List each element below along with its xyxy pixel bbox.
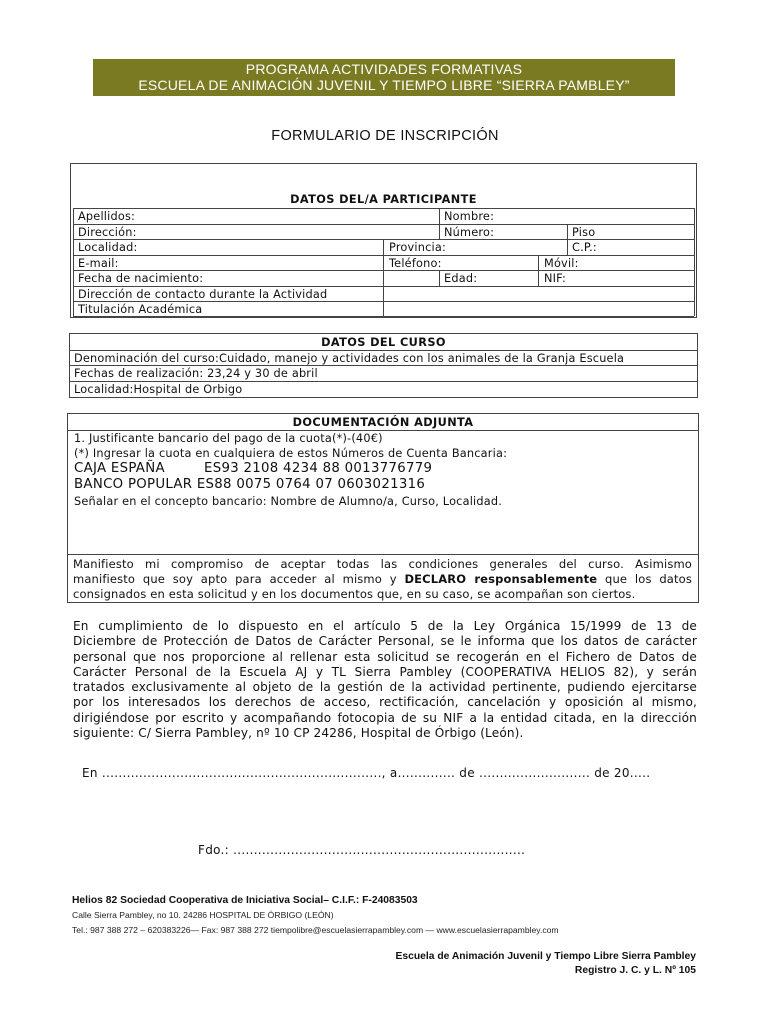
bank-1-name: CAJA ESPAÑA [74,461,165,476]
bank-1-iban: ES93 2108 4234 88 0013776779 [204,461,433,476]
footer-school: Escuela de Animación Juvenil y Tiempo Libre Sierra Pambley [395,951,696,962]
footer-contact: Tel.: 987 388 272 – 620383226— Fax: 987 388 272 tiempolibre@escuelasierrapambley.com — www.escuelasierrapambley.com [72,925,559,935]
legal-line: Diciembre de Protección de Datos de Carácter Personal, se le informa que los datos de carácter [73,634,697,649]
legal-line: En cumplimiento de lo dispuesto en el artículo 5 de la Ley Orgánica 15/1999 de 13 de [73,619,697,633]
signature-line[interactable]: Fdo.: ....................................................................... [198,843,526,857]
field-contacto[interactable]: Dirección de contacto durante la Actividad [78,288,328,301]
course-fechas: Fechas de realización: 23,24 y 30 de abril [74,367,318,380]
manifiesto [73,557,692,603]
field-piso[interactable]: Piso [572,226,596,239]
documents-title: DOCUMENTACIÓN ADJUNTA [292,416,474,429]
legal-line: por los interesados los derechos de acceso, rectificación, cancelación y oposición al mismo, [73,695,697,710]
course-title: DATOS DEL CURSO [321,336,446,349]
field-numero[interactable]: Número: [444,226,495,239]
field-nif[interactable]: NIF: [544,272,567,285]
field-nacimiento[interactable]: Fecha de nacimiento: [78,272,204,285]
field-localidad[interactable]: Localidad: [78,241,138,254]
footer-address: Calle Sierra Pambley, no 10. 24286 HOSPITAL DE ÓRBIGO (LEÓN) [72,910,334,920]
course-denominacion: Denominación del curso:Cuidado, manejo y actividades con los animales de la Granja Escuela [74,352,625,365]
docs-item-1: 1. Justificante bancario del pago de la cuota(*)-(40€) [74,432,383,445]
legal-line: siguiente: C/ Sierra Pambley, nº 10 CP 24286, Hospital de Órbigo (León). [73,726,524,741]
field-telefono[interactable]: Teléfono: [389,257,442,270]
field-titulacion[interactable]: Titulación Académica [78,303,203,316]
date-line[interactable]: En ...................................................................., a.............. de ........................... de 20..... [82,766,651,780]
legal-line: personal que nos proporcione al rellenar esta solicitud se recogerán en el Fichero de Datos de [73,649,697,664]
header-line-1: PROGRAMA ACTIVIDADES FORMATIVAS [245,61,523,77]
footer-registry: Registro J. C. y L. Nº 105 [574,965,696,976]
legal-line: dirigiéndose por escrito y acompañando fotocopia de su NIF a la entidad citada, en la dirección [73,710,697,725]
participant-title: DATOS DEL/A PARTICIPANTE [290,193,477,206]
legal-line: tratados exclusivamente al objeto de la gestión de la actividad pertinente, pudiendo ejercitarse [73,680,697,695]
docs-concepto: Señalar en el concepto bancario: Nombre de Alumno/a, Curso, Localidad. [74,495,503,508]
bank-2: BANCO POPULAR ES88 0075 0764 07 0603021316 [74,477,426,492]
manifiesto-line-2: manifiesto que soy apto para acceder al mismo y DECLARO responsablemente que los datos [73,572,692,587]
footer-company: Helios 82 Sociedad Cooperativa de Iniciativa Social– C.I.F.: F-24083503 [72,895,418,906]
field-provincia[interactable]: Provincia: [389,241,446,254]
declaro-bold: DECLARO responsablemente [404,572,598,587]
field-nombre[interactable]: Nombre: [444,210,495,223]
header-banner [93,59,675,96]
legal-line: Carácter Personal de la Escuela AJ y TL Sierra Pambley (COOPERATIVA HELIOS 82), y serán [73,664,697,679]
field-email[interactable]: E-mail: [78,257,119,270]
field-edad[interactable]: Edad: [444,272,478,285]
field-direccion[interactable]: Dirección: [78,226,137,239]
manifiesto-line-1: Manifiesto mi compromiso de aceptar todas las condiciones generales del curso. Asimismo [73,557,692,571]
header-line-2: ESCUELA DE ANIMACIÓN JUVENIL Y TIEMPO LIBRE “SIERRA PAMBLEY” [138,77,630,93]
docs-item-2: (*) Ingresar la cuota en cualquiera de estos Números de Cuenta Bancaria: [74,447,508,460]
legal-paragraph [73,619,697,741]
field-apellidos[interactable]: Apellidos: [78,210,136,223]
manifiesto-line-3: consignados en esta solicitud y en los documentos que, en su caso, se acompañan son ciertos. [73,587,636,602]
form-title: FORMULARIO DE INSCRIPCIÓN [271,128,499,144]
course-localidad: Localidad:Hospital de Orbigo [74,383,243,396]
field-movil[interactable]: Móvil: [544,257,579,270]
field-cp[interactable]: C.P.: [572,241,597,254]
